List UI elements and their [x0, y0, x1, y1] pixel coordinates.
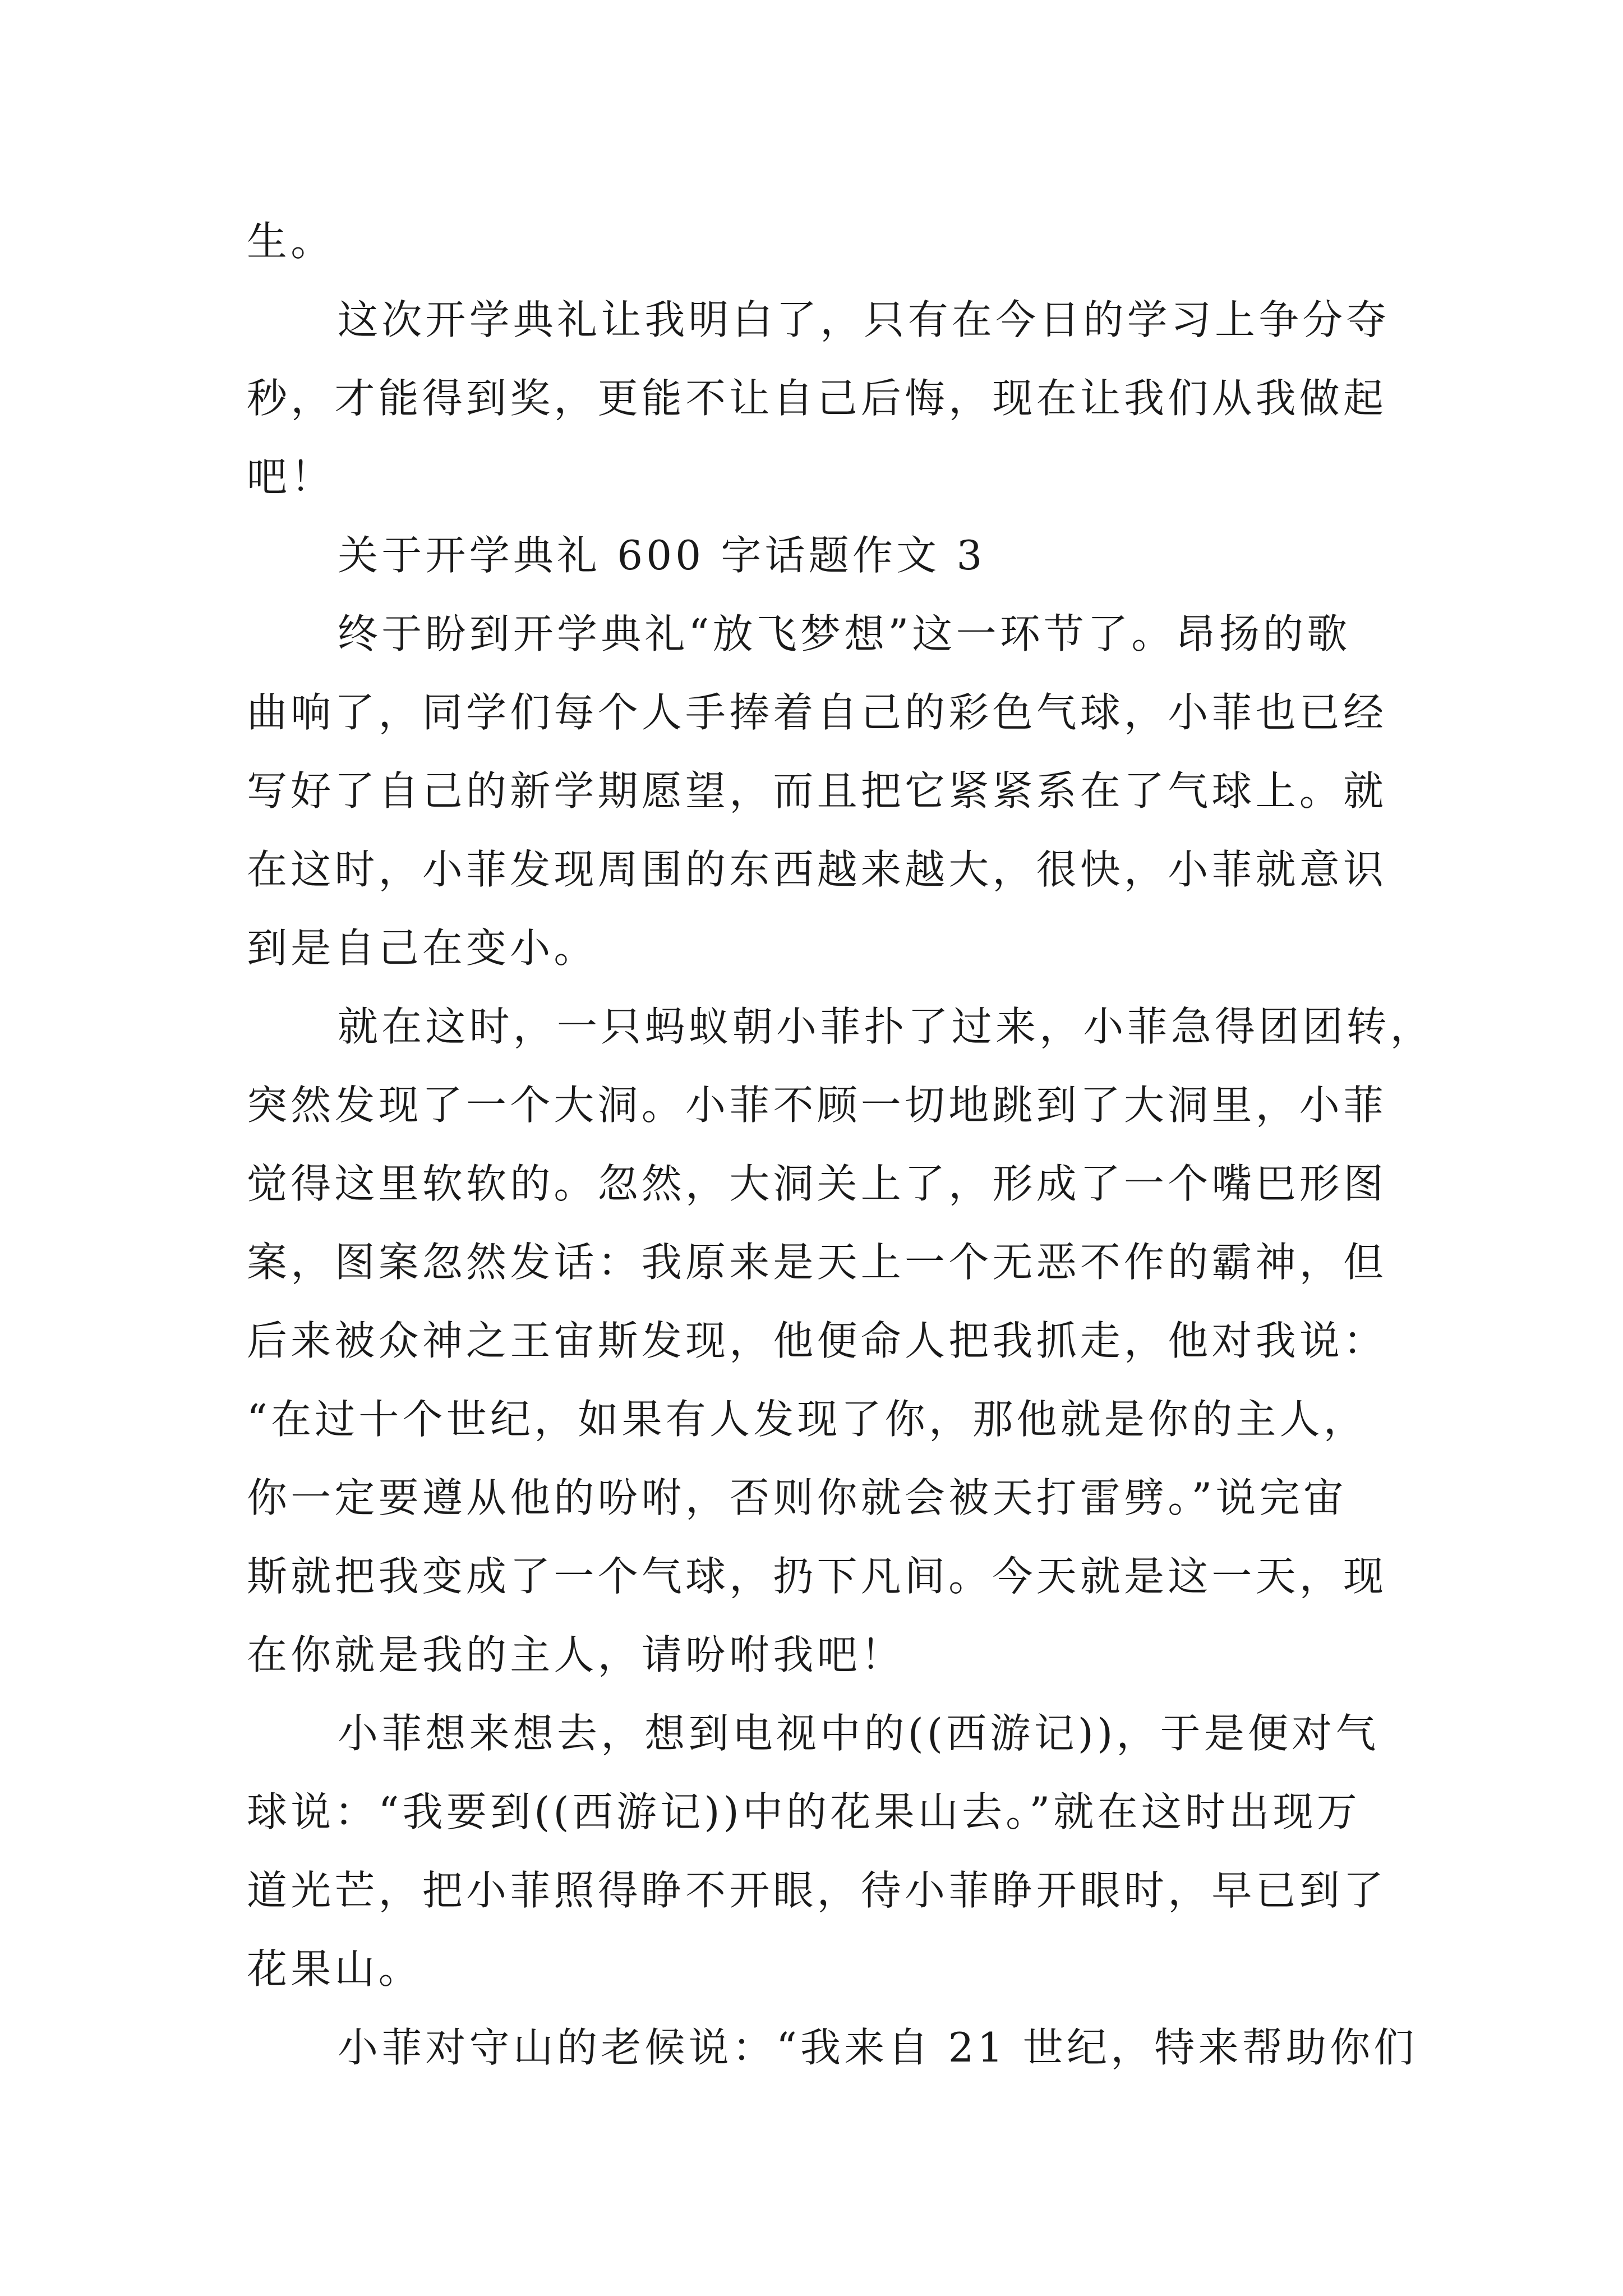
paragraph-start-line: 终于盼到开学典礼“放飞梦想”这一环节了。昂扬的歌 — [338, 610, 1351, 657]
text-line: 突然发现了一个大洞。小菲不顾一切地跳到了大洞里，小菲 — [247, 1082, 1387, 1129]
paragraph-start-line: 就在这时，一只蚂蚁朝小菲扑了过来，小菲急得团团转， — [338, 1003, 1435, 1050]
text-line: 在这时，小菲发现周围的东西越来越大，很快，小菲就意识 — [247, 846, 1387, 893]
text-line: 秒，才能得到奖，更能不让自己后悔，现在让我们从我做起 — [247, 375, 1387, 422]
text-line: 球说：“我要到((西游记))中的花果山去。”就在这时出现万 — [247, 1788, 1361, 1835]
paragraph-start-line: 这次开学典礼让我明白了，只有在今日的学习上争分夺 — [338, 296, 1390, 343]
text-line: 后来被众神之王宙斯发现，他便命人把我抓走，他对我说： — [247, 1317, 1387, 1364]
text-line: 生。 — [247, 218, 335, 265]
text-line: 觉得这里软软的。忽然，大洞关上了，形成了一个嘴巴形图 — [247, 1160, 1387, 1207]
text-line: 花果山。 — [247, 1945, 422, 1993]
text-line: 案，图案忽然发话：我原来是天上一个无恶不作的霸神，但 — [247, 1239, 1387, 1286]
text-line: 曲响了，同学们每个人手捧着自己的彩色气球，小菲也已经 — [247, 689, 1387, 736]
paragraph-start-line: 小菲想来想去，想到电视中的((西游记))，于是便对气 — [338, 1710, 1380, 1757]
text-line: “在过十个世纪，如果有人发现了你，那他就是你的主人， — [247, 1396, 1368, 1443]
paragraph-start-line: 小菲对守山的老候说：“我来自 21 世纪，特来帮助你们 — [338, 2024, 1418, 2071]
text-line: 写好了自己的新学期愿望，而且把它紧紧系在了气球上。就 — [247, 767, 1387, 815]
text-line: 道光芒，把小菲照得睁不开眼，待小菲睁开眼时，早已到了 — [247, 1867, 1387, 1914]
section-title: 关于开学典礼 600 字话题作文 3 — [338, 532, 986, 579]
text-line: 吧！ — [247, 453, 335, 500]
text-line: 你一定要遵从他的吩咐，否则你就会被天打雷劈。”说完宙 — [247, 1474, 1348, 1521]
text-line: 在你就是我的主人，请吩咐我吧！ — [247, 1631, 905, 1678]
text-line: 斯就把我变成了一个气球，扔下凡间。今天就是这一天，现 — [247, 1553, 1387, 1600]
text-line: 到是自己在变小。 — [247, 924, 598, 972]
